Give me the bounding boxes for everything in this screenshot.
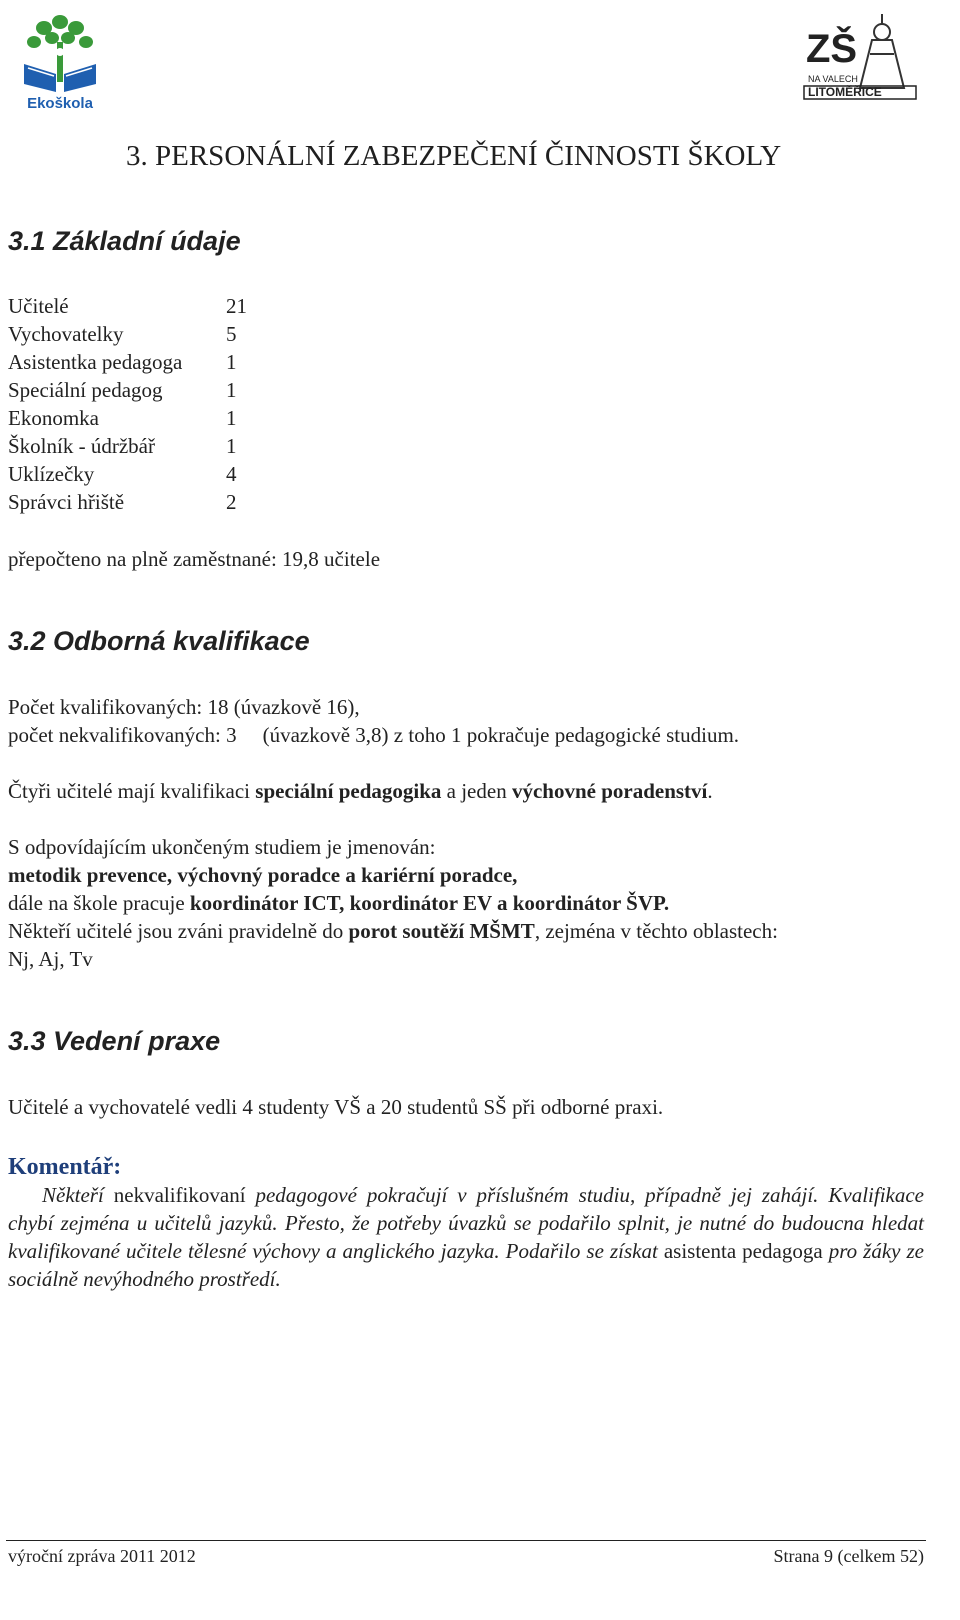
footer-divider — [6, 1540, 926, 1541]
text-run-bold: porot soutěží MŠMT — [348, 919, 535, 943]
text-run: pedagogové pokračují v příslušném studiu, případně jej zahájí. Kvalifikace chybí zejména u učitelů jazyků. Přesto, že potřeby úvazků se podařilo splnit, je nutné do budoucna hledat kvalifikované učitele tělesné výchovy a anglického jazyka. Podařilo se získat — [8, 1183, 924, 1263]
text-run: a jeden — [441, 779, 512, 803]
school-logo — [800, 10, 924, 110]
competition-subjects: Nj, Aj, Tv — [8, 947, 93, 971]
qualified-count: Počet kvalifikovaných: 18 (úvazkově 16), — [8, 695, 360, 719]
text-run: dále na škole pracuje — [8, 891, 190, 915]
practice-text: Učitelé a vychovatelé vedli 4 studenty VŠ a 20 studentů SŠ při odborné praxi. — [8, 1095, 664, 1119]
staff-count: 1 — [226, 434, 237, 458]
text-run: Někteří — [42, 1183, 114, 1207]
text-run: , zejména v těchto oblastech: — [534, 919, 778, 943]
school-logo-zs: ZŠ — [806, 27, 858, 71]
coordinators-row — [8, 889, 669, 917]
text-run-upright: asistenta pedagoga — [663, 1239, 823, 1263]
text-run-bold: koordinátor ICT, koordinátor EV a koordinátor ŠVP. — [189, 891, 670, 915]
staff-count: 1 — [226, 378, 237, 402]
comment-text — [8, 1181, 924, 1293]
text-run: Někteří učitelé jsou zváni pravidelně do — [8, 919, 349, 943]
section-heading-3-1: 3.1 Základní údaje — [8, 226, 241, 256]
staff-count: 1 — [226, 406, 237, 430]
staff-role: Speciální pedagog — [8, 378, 163, 402]
text-run: pro žáky ze sociálně nevýhodného prostředí. — [8, 1239, 925, 1291]
specialization-paragraph — [8, 777, 713, 805]
section-heading-3-2: 3.2 Odborná kvalifikace — [8, 626, 310, 656]
unqualified-count: počet nekvalifikovaných: 3 — [8, 723, 237, 747]
staff-role: Školník - údržbář — [8, 434, 155, 458]
text-run-bold: výchovné poradenství — [511, 779, 708, 803]
staff-role: Ekonomka — [8, 406, 99, 430]
staff-count: 21 — [226, 294, 247, 318]
staff-count: 2 — [226, 490, 237, 514]
competition-row — [8, 917, 778, 945]
staff-count: 4 — [226, 462, 237, 486]
staff-role: Vychovatelky — [8, 322, 124, 346]
footer-report-name: výroční zpráva 2011 2012 — [8, 1546, 196, 1566]
school-logo-sub1: NA VALECH — [808, 74, 858, 84]
school-logo-sub2: LITOMĚŘICE — [808, 85, 882, 99]
unqualified-count-row — [8, 721, 739, 749]
text-run: . — [707, 779, 713, 803]
staff-role: Asistentka pedagoga — [8, 350, 183, 374]
appointed-intro: S odpovídajícím ukončeným studiem je jmenován: — [8, 835, 436, 859]
staff-count: 1 — [226, 350, 237, 374]
fte-text: přepočteno na plně zaměstnané: 19,8 učitele — [8, 547, 381, 571]
page-title: 3. PERSONÁLNÍ ZABEZPEČENÍ ČINNOSTI ŠKOLY — [126, 140, 782, 172]
staff-role: Učitelé — [8, 294, 69, 318]
ekoskola-logo — [18, 8, 102, 112]
ekoskola-logo-text: Ekoškola — [27, 95, 93, 112]
text-run-upright: nekvalifikovaní — [113, 1183, 246, 1207]
comment-heading: Komentář: — [8, 1154, 122, 1180]
footer-page-number: Strana 9 (celkem 52) — [773, 1546, 924, 1566]
text-run: Čtyři učitelé mají kvalifikaci — [8, 779, 256, 803]
staff-role: Správci hřiště — [8, 490, 125, 514]
appointed-roles: metodik prevence, výchovný poradce a kariérní poradce, — [8, 863, 518, 887]
staff-role: Uklízečky — [8, 462, 95, 486]
section-heading-3-3: 3.3 Vedení praxe — [8, 1026, 221, 1056]
unqualified-detail: (úvazkově 3,8) z toho 1 pokračuje pedagogické studium. — [262, 723, 740, 747]
staff-count: 5 — [226, 322, 237, 346]
text-run-bold: speciální pedagogika — [255, 779, 442, 803]
